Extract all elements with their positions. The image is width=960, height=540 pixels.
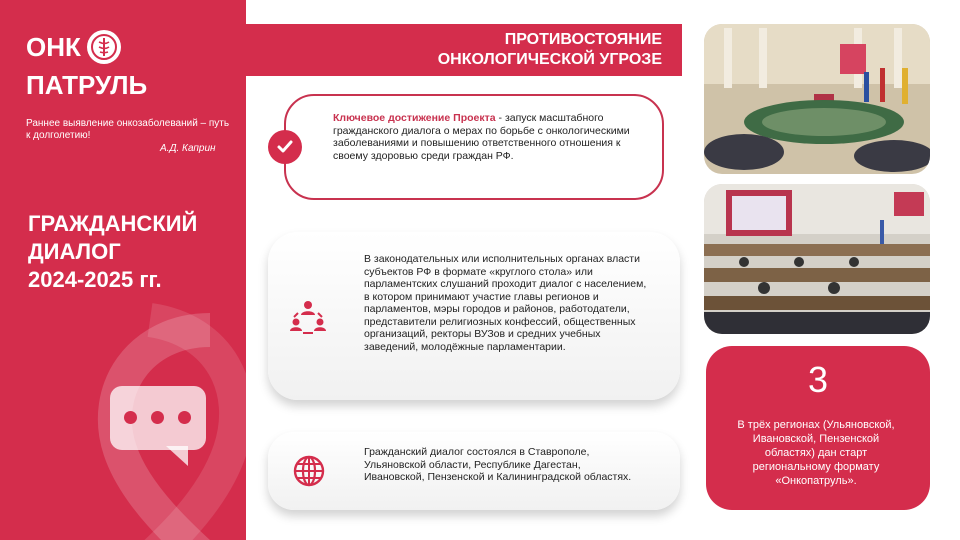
header-line1: ПРОТИВОСТОЯНИЕ bbox=[504, 31, 662, 48]
globe-icon bbox=[293, 455, 325, 487]
chat-bubble-tail bbox=[166, 446, 188, 466]
chat-dot-icon bbox=[178, 411, 191, 424]
achievement-body: - запуск масштабного гражданского диалога о мерах по борьбе с онкологическими заболеваниями и повышению ответственного отношения к своему здоровью среди граждан РФ. bbox=[333, 112, 630, 162]
checkmark-icon bbox=[268, 130, 302, 164]
chat-dot-icon bbox=[151, 411, 164, 424]
quote-text: Раннее выявление онкозаболеваний – путь к долголетию! bbox=[26, 118, 230, 141]
medical-emblem-icon bbox=[87, 30, 121, 64]
achievement-highlight: Ключевое достижение Проекта bbox=[333, 112, 496, 124]
quote-author: А.Д. Каприн bbox=[160, 143, 216, 154]
regions-text: Гражданский диалог состоялся в Ставрополе, Ульяновской области, Республике Дагестан, Ивановской, Пензенской и Калининградской областях. bbox=[364, 446, 632, 483]
logo bbox=[26, 28, 147, 104]
page-title bbox=[28, 210, 238, 294]
chat-dot-icon bbox=[124, 411, 137, 424]
logo-text-line2: ПАТРУЛЬ bbox=[26, 70, 148, 100]
section-header bbox=[246, 24, 682, 76]
stat-text: В трёх регионах (Ульяновской, Ивановской, Пензенской областях) дан старт региональному формату «Онкопатруль». bbox=[737, 419, 895, 487]
conference-photo-hall bbox=[704, 184, 930, 334]
title-line3: 2024-2025 гг. bbox=[28, 267, 162, 292]
header-line2: ОНКОЛОГИЧЕСКОЙ УГРОЗЕ bbox=[437, 51, 662, 68]
people-network-icon bbox=[288, 296, 328, 336]
conference-photo-round-table bbox=[704, 24, 930, 174]
stat-number: 3 bbox=[807, 359, 829, 400]
formats-text: В законодательных или исполнительных органах власти субъектов РФ в формате «круглого стола» или парламентских слушаний проходит диалог с населением, в котором принимают участие главы регионов и парламентов, мэры городов и районов, работодатели, представители религиозных конфессий, общественных организаций, ректоры ВУЗов и средних учебных заведений, молодёжные парламентарии. bbox=[364, 253, 647, 353]
title-line2: ДИАЛОГ bbox=[28, 239, 121, 264]
achievement-text bbox=[333, 112, 653, 162]
title-line1: ГРАЖДАНСКИЙ bbox=[28, 211, 198, 236]
logo-text-line1: ОНК bbox=[26, 32, 81, 62]
